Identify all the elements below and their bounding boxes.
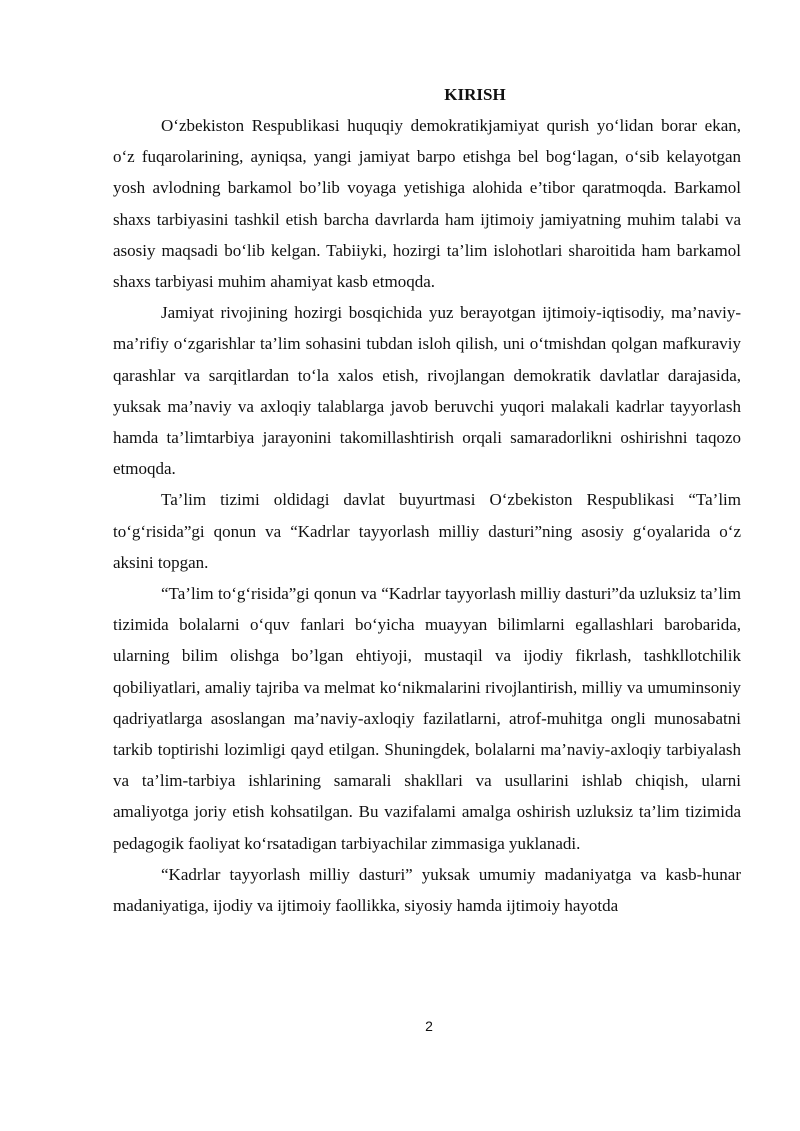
- paragraph-3: Ta’lim tizimi oldidagi davlat buyurtmasi O‘zbekiston Respublikasi “Ta’lim to‘g‘risida”gi qonun va “Kadrlar tayyorlash milliy dasturi”ning asosiy g‘oyalarida o‘z aksini topgan.: [113, 490, 741, 572]
- paragraph-1: O‘zbekiston Respublikasi huquqiy demokratikjamiyat qurish yo‘lidan borar ekan, o‘z fuqarolarining, ayniqsa, yangi jamiyat barpo etishga bel bog‘lagan, o‘sib kelayotgan yosh avlodning barkamol bo’lib voyaga yetishiga alohida e’tibor qaratmoqda. Barkamol shaxs tarbiyasini tashkil etish barcha davrlarda ham ijtimoiy jamiyatning muhim talabi va asosiy maqsadi bo‘lib kelgan. Tabiiyki, hozirgi ta’lim islohotlari sharoitida ham barkamol shaxs tarbiyasi muhim ahamiyat kasb etmoqda.: [113, 116, 741, 292]
- page-content: [113, 80, 741, 921]
- section-title: KIRISH: [444, 85, 506, 104]
- paragraph-4: “Ta’lim to‘g‘risida”gi qonun va “Kadrlar tayyorlash milliy dasturi”da uzluksiz ta’lim tizimida bolalarni o‘quv fanlari bo‘yicha muayyan bilimlarni egallashlari barobarida, ularning bilim olishga bo’lgan ehtiyoji, mustaqil va ijodiy fikrlash, tashkllotchilik qobiliyatlari, amaliy tajriba va melmat ko‘nikmalarini rivojlantirish, milliy va umuminsoniy qadriyatlarga asoslangan ma’naviy-axloqiy fazilatlarni, atrof-muhitga ongli munosabatni tarkib toptirishi lozimligi qayd etilgan. Shuningdek, bolalarni ma’naviy-axloqiy tarbiyalash va ta’lim-tarbiya ishlarining samarali shakllari va usullarini ishlab chiqish, ularni amaliyotga joriy etish kohsatilgan. Bu vazifalami amalga oshirish uzluksiz ta’lim tizimida pedagogik faoliyat ko‘rsatadigan tarbiyachilar zimmasiga yuklanadi.: [113, 584, 741, 853]
- paragraph-2: Jamiyat rivojining hozirgi bosqichida yuz berayotgan ijtimoiy-iqtisodiy, ma’naviy-ma’rifiy o‘zgarishlar ta’lim sohasini tubdan isloh qilish, uni o‘tmishdan qolgan mafkuraviy qarashlar va sarqitlardan to‘la xalos etish, rivojlangan demokratik davlatlar darajasida, yuksak ma’naviy va axloqiy talablarga javob beruvchi yuqori malakali kadrlar tayyorlash hamda ta’limtarbiya jarayonini takomillashtirish orqali samaradorlikni oshirishni taqozo etmoqda.: [113, 303, 741, 479]
- paragraph-5: “Kadrlar tayyorlash milliy dasturi” yuksak umumiy madaniyatga va kasb-hunar madaniyatiga, ijodiy va ijtimoiy faollikka, siyosiy hamda ijtimoiy hayotda: [113, 864, 741, 916]
- page-number: 2: [425, 1018, 433, 1034]
